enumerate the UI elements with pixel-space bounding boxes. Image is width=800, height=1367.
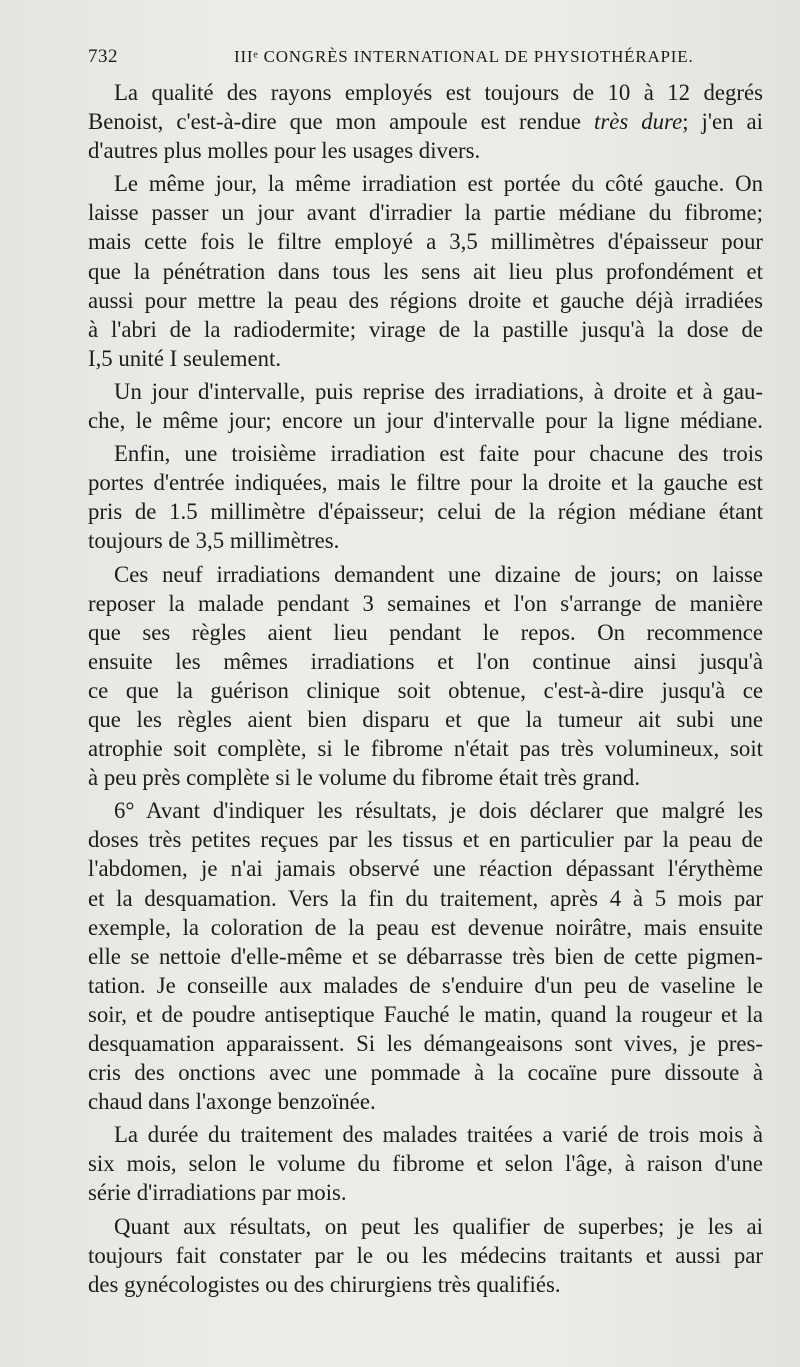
text-line: Enfin, une troisième irradiation est faite pour chacune des trois [114,441,763,467]
paragraph-results [88,1212,763,1299]
text-line: mais cette fois le filtre employé a 3,5 millimètres d'épaisseur pour [88,229,763,255]
text-line: ce que la guérison clinique soit obtenue, c'est-à-dire jusqu'à ce [88,677,763,703]
running-title: IIIᵉ CONGRÈS INTERNATIONAL DE PHYSIOTHÉRAPIE. [234,47,694,66]
text-line: laisse passer un jour avant d'irradier la partie médiane du fibrome; [88,200,763,226]
text-line: série d'irradiations par mois. [88,1180,347,1206]
text-line: ensuite les mêmes irradiations et l'on continue ainsi jusqu'à [88,648,763,674]
page-number: 732 [88,46,118,67]
text-line: La qualité des rayons employés est toujours de 10 à 12 degrés [114,80,763,105]
text-line: l'abdomen, je n'ai jamais observé une réaction dépassant l'érythème [88,856,763,882]
text-line: desquamation apparaissent. Si les démangeaisons sont vives, je pres- [88,1031,763,1056]
paragraph-third-irradiation [88,439,763,555]
paragraph-nine-irradiations [88,560,763,793]
text-line: toujours de 3,5 millimètres. [88,528,340,554]
text-line: que la pénétration dans tous les sens ait lieu plus profondément et [88,258,763,284]
text-line: toujours fait constater par le ou les médecins traitants et aussi par [88,1242,763,1268]
text-line: tation. Je conseille aux malades de s'enduire d'un peu de vaseline le [88,972,763,998]
text-line: soir, et de poudre antiseptique Fauché le matin, quand la rougeur et la [88,1001,763,1027]
paragraph-duration [88,1120,763,1207]
paragraph-results-reaction [88,796,763,1116]
paragraph-left-side [88,169,763,373]
text-line: que les règles aient bien disparu et que la tumeur ait subi une [88,706,763,732]
text-line: exemple, la coloration de la peau est devenue noirâtre, mais ensuite [88,914,763,940]
text-line: Ces neuf irradiations demandent une dizaine de jours; on laisse [114,561,763,587]
text-line: atrophie soit complète, si le fibrome n'était pas très volumineux, soit [88,736,763,762]
text-line: reposer la malade pendant 3 semaines et l'on s'arrange de manière [88,590,763,616]
text-line: che, le même jour; encore un jour d'intervalle pour la ligne médiane. [88,408,763,434]
text-line: chaud dans l'axonge benzoïnée. [88,1089,376,1115]
text-line: Le même jour, la même irradiation est portée du côté gauche. On [114,171,763,197]
paragraph-interval [88,377,763,435]
text-line: Un jour d'intervalle, puis reprise des irradiations, à droite et à gau- [114,378,763,404]
text-line: d'autres plus molles pour les usages divers. [88,138,481,164]
text-line: 6° Avant d'indiquer les résultats, je dois déclarer que malgré les [114,798,763,824]
text-line: cris des onctions avec une pommade à la cocaïne pure dissoute à [88,1060,763,1086]
text-line: elle se nettoie d'elle-même et se débarrasse très bien de cette pigmen- [88,943,763,969]
text-line: des gynécologistes ou des chirurgiens très qualifiés. [88,1271,561,1297]
text-line: doses très petites reçues par les tissus et en particulier par la peau de [88,827,763,853]
text-line: à l'abri de la radiodermite; virage de la pastille jusqu'à la dose de [88,316,763,342]
text-line: six mois, selon le volume du fibrome et selon l'âge, à raison d'une [88,1151,763,1177]
italic-phrase: très dure [594,109,683,135]
text-line: à peu près complète si le volume du fibrome était très grand. [88,765,641,791]
text-line: portes d'entrée indiquées, mais le filtre pour la droite et la gauche est [88,470,763,496]
body-text [88,78,763,1303]
text-line: et la desquamation. Vers la fin du traitement, après 4 à 5 mois par [88,885,763,911]
text-line: que ses règles aient lieu pendant le repos. On recommence [88,619,763,645]
text-line: La durée du traitement des malades traitées a varié de trois mois à [114,1122,763,1148]
page-header [88,44,764,72]
text-line: aussi pour mettre la peau des régions droite et gauche déjà irradiées [88,287,763,313]
paragraph-ray-quality [88,78,763,165]
text-line: Quant aux résultats, on peut les qualifier de superbes; je les ai [114,1213,763,1239]
text-line: I,5 unité I seulement. [88,345,282,371]
text-line: Benoist, c'est-à-dire que mon ampoule est rendue très dure; j'en ai [88,109,763,135]
text-line: pris de 1.5 millimètre d'épaisseur; celui de la région médiane étant [88,499,763,525]
